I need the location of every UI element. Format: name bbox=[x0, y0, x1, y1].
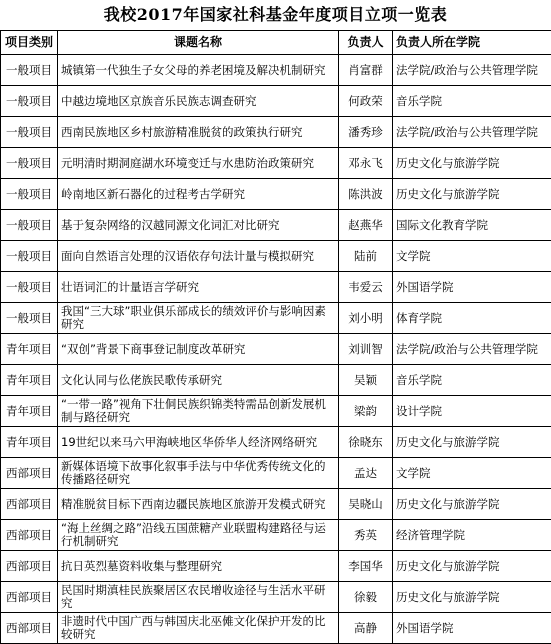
cell-school: 经济管理学院 bbox=[393, 520, 551, 551]
header-school: 负责人所在学院 bbox=[393, 31, 551, 55]
cell-project-type: 西部项目 bbox=[1, 458, 58, 489]
cell-topic-name: 元明清时期洞庭湖水环境变迁与水患防治政策研究 bbox=[58, 148, 339, 179]
cell-school: 外国语学院 bbox=[393, 272, 551, 303]
cell-school: 外国语学院 bbox=[393, 613, 551, 644]
cell-topic-name: “双创”背景下商事登记制度改革研究 bbox=[58, 334, 339, 365]
table-row bbox=[1, 365, 551, 396]
cell-school: 文学院 bbox=[393, 458, 551, 489]
cell-project-type: 青年项目 bbox=[1, 365, 58, 396]
cell-topic-name: 西南民族地区乡村旅游精准脱贫的政策执行研究 bbox=[58, 117, 339, 148]
table-header-row bbox=[1, 31, 551, 55]
cell-topic-name: 岭南地区新石器化的过程考古学研究 bbox=[58, 179, 339, 210]
cell-school: 历史文化与旅游学院 bbox=[393, 582, 551, 613]
cell-principal: 高静 bbox=[339, 613, 393, 644]
table-row bbox=[1, 241, 551, 272]
projects-table bbox=[0, 30, 551, 644]
table-row bbox=[1, 55, 551, 86]
cell-principal: 徐晓东 bbox=[339, 427, 393, 458]
cell-principal: 李国华 bbox=[339, 551, 393, 582]
table-row bbox=[1, 489, 551, 520]
cell-school: 音乐学院 bbox=[393, 365, 551, 396]
table-row bbox=[1, 210, 551, 241]
table-row bbox=[1, 458, 551, 489]
cell-topic-name: 壮语词汇的计量语言学研究 bbox=[58, 272, 339, 303]
table-row bbox=[1, 86, 551, 117]
cell-topic-name: 新媒体语境下故事化叙事手法与中华优秀传统文化的传播路径研究 bbox=[58, 458, 339, 489]
cell-topic-name: “海上丝绸之路”沿线五国蔗糖产业联盟构建路径与运行机制研究 bbox=[58, 520, 339, 551]
table-row bbox=[1, 148, 551, 179]
cell-principal: 韦爱云 bbox=[339, 272, 393, 303]
cell-project-type: 一般项目 bbox=[1, 303, 58, 334]
cell-principal: 邓永飞 bbox=[339, 148, 393, 179]
cell-project-type: 一般项目 bbox=[1, 241, 58, 272]
cell-principal: 陆前 bbox=[339, 241, 393, 272]
cell-principal: 秀英 bbox=[339, 520, 393, 551]
cell-principal: 吴颖 bbox=[339, 365, 393, 396]
header-principal: 负责人 bbox=[339, 31, 393, 55]
cell-topic-name: 中越边境地区京族音乐民族志调查研究 bbox=[58, 86, 339, 117]
table-row bbox=[1, 613, 551, 644]
cell-project-type: 一般项目 bbox=[1, 55, 58, 86]
cell-principal: 刘小明 bbox=[339, 303, 393, 334]
table-row bbox=[1, 117, 551, 148]
cell-project-type: 一般项目 bbox=[1, 148, 58, 179]
cell-school: 设计学院 bbox=[393, 396, 551, 427]
page-title: 我校2017年国家社科基金年度项目立项一览表 bbox=[0, 0, 551, 30]
cell-principal: 徐毅 bbox=[339, 582, 393, 613]
table-row bbox=[1, 551, 551, 582]
table-row bbox=[1, 520, 551, 551]
cell-project-type: 西部项目 bbox=[1, 551, 58, 582]
cell-school: 历史文化与旅游学院 bbox=[393, 148, 551, 179]
cell-school: 历史文化与旅游学院 bbox=[393, 179, 551, 210]
cell-project-type: 西部项目 bbox=[1, 489, 58, 520]
table-row bbox=[1, 582, 551, 613]
cell-topic-name: 19世纪以来马六甲海峡地区华侨华人经济网络研究 bbox=[58, 427, 339, 458]
header-topic-name: 课题名称 bbox=[58, 31, 339, 55]
cell-principal: 赵燕华 bbox=[339, 210, 393, 241]
cell-topic-name: 基于复杂网络的汉越同源文化词汇对比研究 bbox=[58, 210, 339, 241]
cell-topic-name: 文化认同与仫佬族民歌传承研究 bbox=[58, 365, 339, 396]
cell-project-type: 一般项目 bbox=[1, 210, 58, 241]
cell-principal: 梁韵 bbox=[339, 396, 393, 427]
header-project-type: 项目类别 bbox=[1, 31, 58, 55]
cell-project-type: 一般项目 bbox=[1, 117, 58, 148]
table-row bbox=[1, 334, 551, 365]
cell-project-type: 青年项目 bbox=[1, 396, 58, 427]
cell-project-type: 西部项目 bbox=[1, 613, 58, 644]
table-row bbox=[1, 396, 551, 427]
cell-school: 法学院/政治与公共管理学院 bbox=[393, 334, 551, 365]
cell-school: 历史文化与旅游学院 bbox=[393, 427, 551, 458]
cell-school: 音乐学院 bbox=[393, 86, 551, 117]
cell-principal: 潘秀珍 bbox=[339, 117, 393, 148]
cell-principal: 肖富群 bbox=[339, 55, 393, 86]
table-row bbox=[1, 303, 551, 334]
cell-school: 法学院/政治与公共管理学院 bbox=[393, 117, 551, 148]
cell-topic-name: “一带一路”视角下壮侗民族织锦类特需品创新发展机制与路径研究 bbox=[58, 396, 339, 427]
cell-project-type: 一般项目 bbox=[1, 86, 58, 117]
table-row bbox=[1, 179, 551, 210]
cell-principal: 何政荣 bbox=[339, 86, 393, 117]
cell-project-type: 一般项目 bbox=[1, 179, 58, 210]
cell-principal: 孟达 bbox=[339, 458, 393, 489]
cell-topic-name: 城镇第一代独生子女父母的养老困境及解决机制研究 bbox=[58, 55, 339, 86]
cell-topic-name: 非遗时代中国广西与韩国庆北巫傩文化保护开发的比较研究 bbox=[58, 613, 339, 644]
cell-school: 体育学院 bbox=[393, 303, 551, 334]
cell-project-type: 一般项目 bbox=[1, 272, 58, 303]
cell-topic-name: 民国时期滇桂民族聚居区农民增收途径与生活水平研究 bbox=[58, 582, 339, 613]
cell-topic-name: 面向自然语言处理的汉语依存句法计量与模拟研究 bbox=[58, 241, 339, 272]
cell-principal: 刘训智 bbox=[339, 334, 393, 365]
cell-school: 法学院/政治与公共管理学院 bbox=[393, 55, 551, 86]
cell-project-type: 青年项目 bbox=[1, 334, 58, 365]
cell-topic-name: 精准脱贫目标下西南边疆民族地区旅游开发模式研究 bbox=[58, 489, 339, 520]
cell-project-type: 西部项目 bbox=[1, 520, 58, 551]
cell-principal: 吴晓山 bbox=[339, 489, 393, 520]
cell-school: 历史文化与旅游学院 bbox=[393, 489, 551, 520]
cell-project-type: 青年项目 bbox=[1, 427, 58, 458]
table-row bbox=[1, 427, 551, 458]
cell-school: 历史文化与旅游学院 bbox=[393, 551, 551, 582]
cell-school: 文学院 bbox=[393, 241, 551, 272]
cell-school: 国际文化教育学院 bbox=[393, 210, 551, 241]
cell-topic-name: 我国“三大球”职业俱乐部成长的绩效评价与影响因素研究 bbox=[58, 303, 339, 334]
table-row bbox=[1, 272, 551, 303]
cell-project-type: 西部项目 bbox=[1, 582, 58, 613]
cell-topic-name: 抗日英烈墓资料收集与整理研究 bbox=[58, 551, 339, 582]
cell-principal: 陈洪波 bbox=[339, 179, 393, 210]
